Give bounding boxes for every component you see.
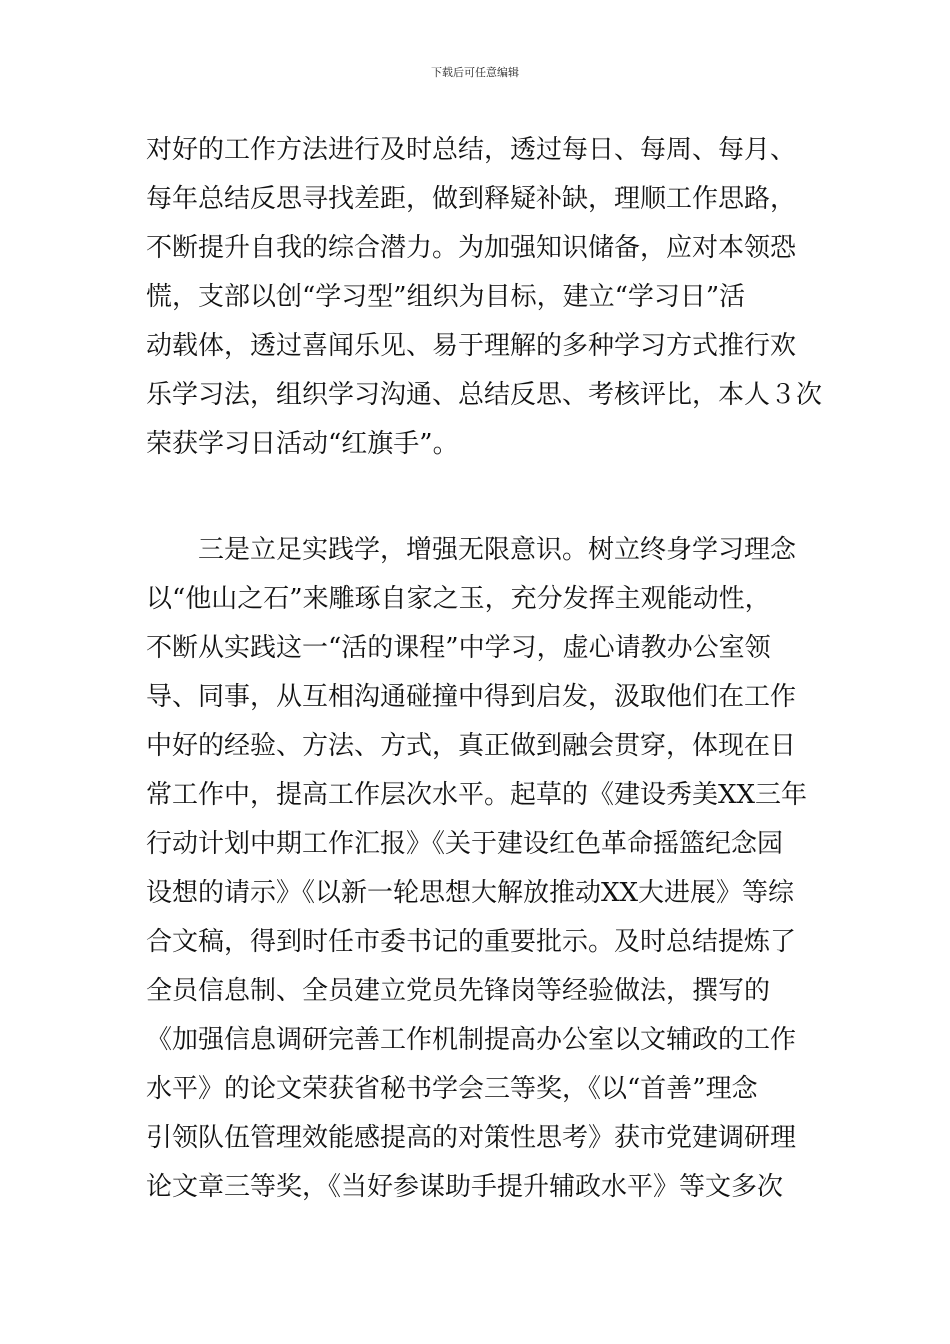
paragraph-1-line-5: 动载体，透过喜闻乐见、易于理解的多种学习方式推行欢 [146,331,797,361]
paragraph-2-line-10: 全员信息制、全员建立党员先锋岗等经验做法，撰写的 [146,976,771,1006]
paragraph-2-line-14: 论文章三等奖，《当好参谋助手提升辅政水平》等文多次 [146,1172,784,1202]
paragraph-2-line-9: 合文稿，得到时任市委书记的重要批示。及时总结提炼了 [146,927,797,957]
page-header: 下载后可任意编辑 [431,66,519,79]
paragraph-1-line-2: 每年总结反思寻找差距，做到释疑补缺，理顺工作思路， [146,184,797,214]
paragraph-2-line-4: 导、同事，从互相沟通碰撞中得到启发，汲取他们在工作 [146,682,797,712]
paragraph-1-line-3: 不断提升自我的综合潜力。为加强知识储备，应对本领恐 [146,233,797,263]
paragraph-2-line-3: 不断从实践这一“活的课程”中学习，虚心请教办公室领 [146,633,771,663]
paragraph-2-line-6: 常工作中，提高工作层次水平。起草的《建设秀美XX三年 [146,780,808,810]
paragraph-1-line-6: 乐学习法，组织学习沟通、总结反思、考核评比，本人３次 [146,380,823,410]
paragraph-2-line-2: 以“他山之石”来雕琢自家之玉，充分发挥主观能动性， [146,584,771,614]
paragraph-1-line-4: 慌，支部以创“学习型”组织为目标，建立“学习日”活 [146,282,746,312]
paragraph-2-line-5: 中好的经验、方法、方式，真正做到融会贯穿，体现在日 [146,731,797,761]
paragraph-2-line-12: 水平》的论文荣获省秘书学会三等奖，《以“首善”理念 [146,1074,758,1104]
paragraph-2-line-11: 《加强信息调研完善工作机制提高办公室以文辅政的工作 [146,1025,797,1055]
paragraph-1-line-1: 对好的工作方法进行及时总结，透过每日、每周、每月、 [146,135,797,165]
paragraph-2-line-1: 三是立足实践学，增强无限意识。树立终身学习理念 [198,535,797,565]
paragraph-2-line-7: 行动计划中期工作汇报》《关于建设红色革命摇篮纪念园 [146,829,784,859]
paragraph-2-line-8: 设想的请示》《以新一轮思想大解放推动XX大进展》等综 [146,878,795,908]
paragraph-2-line-13: 引领队伍管理效能感提高的对策性思考》获市党建调研理 [146,1123,797,1153]
paragraph-1-line-7: 荣获学习日活动“红旗手”。 [146,429,459,459]
